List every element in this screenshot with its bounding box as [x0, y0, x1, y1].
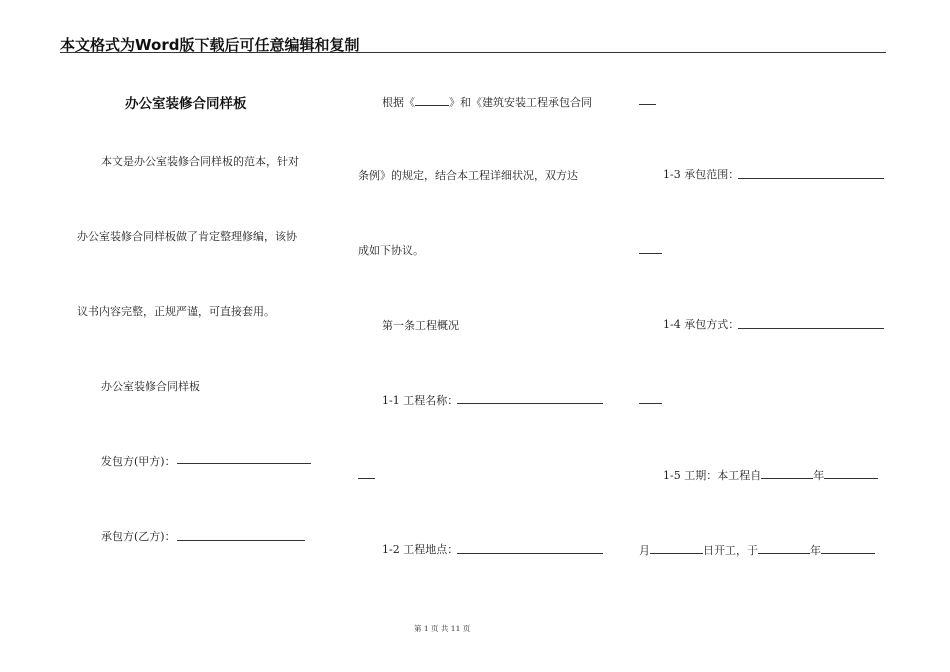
page-header-title: 本文格式为Word版下载后可任意编辑和复制 [60, 36, 360, 54]
start-month-unit: 月 [639, 544, 650, 557]
end-year-blank [758, 543, 810, 554]
document-title: 办公室装修合同样板 [125, 96, 247, 112]
article-1-heading: 第一条工程概况 [382, 319, 459, 332]
party-a-blank [177, 463, 311, 464]
project-location-label: 1-2 工程地点： [382, 543, 459, 556]
col3-blank-top [639, 104, 656, 105]
intro-line-3: 议书内容完整，正规严谨，可直接套用。 [77, 305, 275, 318]
basis-line-2: 条例》的规定，结合本工程详细状况，双方达 [358, 169, 578, 182]
end-month-blank [821, 543, 875, 554]
project-name-label: 1-1 工程名称： [382, 394, 459, 407]
basis-line-3: 成如下协议。 [358, 244, 424, 257]
mode-blank [738, 328, 884, 329]
party-b-label: 承包方(乙方)： [101, 530, 176, 543]
party-a-label: 发包方(甲方)： [101, 455, 176, 468]
duration-label: 1-5 工期：本工程自 [663, 469, 762, 482]
contract-subtitle: 办公室装修合同样板 [101, 380, 200, 393]
page-footer: 第 1 页 共 11 页 [414, 624, 471, 633]
intro-line-2: 办公室装修合同样板做了肯定整理修编，该协 [77, 230, 297, 243]
start-year-unit: 年 [813, 469, 825, 482]
scope-blank [738, 178, 884, 179]
start-day-text: 日开工，于 [703, 544, 758, 557]
duration-line [663, 468, 878, 482]
basis-line-1-start: 根据《 [382, 96, 415, 109]
law-name-blank [415, 95, 449, 106]
project-name-blank [457, 403, 603, 404]
start-year-blank [761, 468, 813, 479]
end-year-unit: 年 [810, 544, 821, 557]
party-b-blank [177, 540, 305, 541]
start-day-blank [650, 543, 703, 554]
duration-line-2 [639, 543, 875, 557]
scope-blank-cont [639, 253, 662, 254]
mode-label: 1-4 承包方式： [663, 318, 740, 331]
project-name-blank-cont [358, 478, 375, 479]
start-month-blank [824, 468, 878, 479]
scope-label: 1-3 承包范围： [663, 168, 740, 181]
basis-line-1-end: 》和《建筑安装工程承包合同 [449, 96, 592, 109]
intro-line-1: 本文是办公室装修合同样板的范本，针对 [101, 155, 299, 168]
mode-blank-cont [639, 403, 662, 404]
basis-line-1 [382, 95, 592, 109]
header-rule [60, 52, 886, 53]
project-location-blank [457, 553, 603, 554]
